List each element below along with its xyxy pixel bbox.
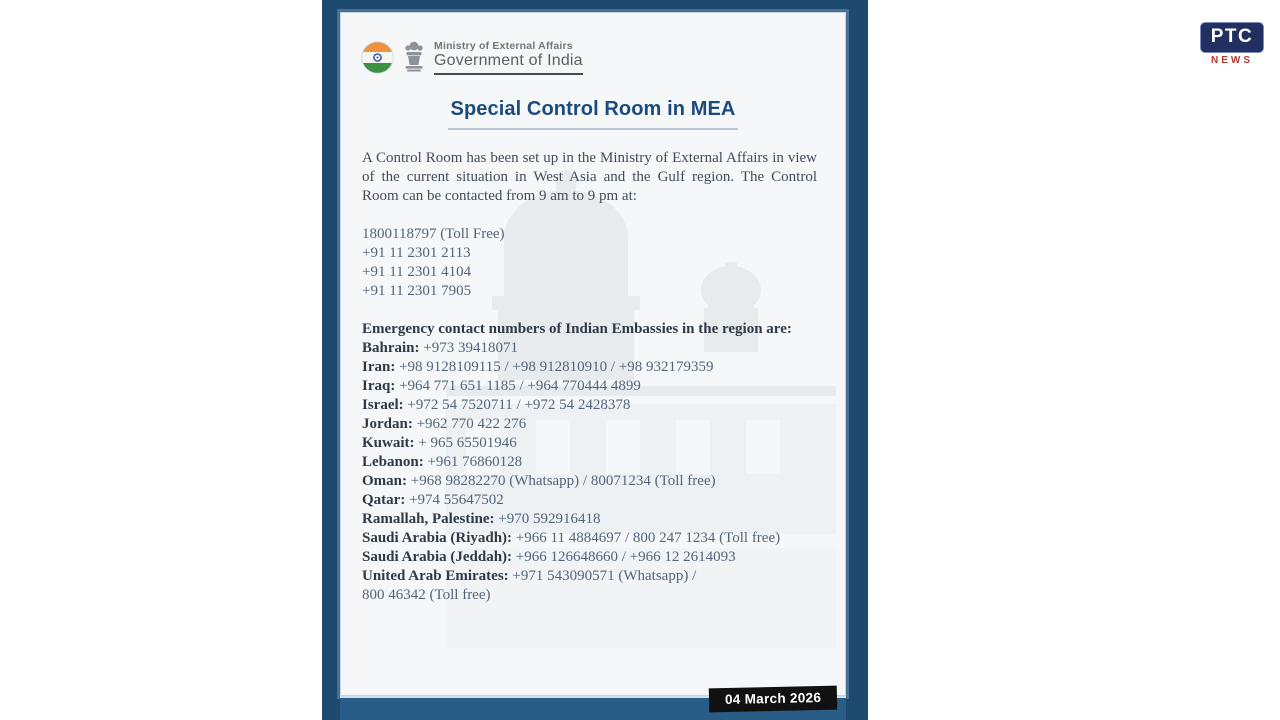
embassy-country: Bahrain: [362, 340, 420, 356]
embassy-numbers: + 965 65501946 [418, 435, 517, 451]
india-flag-icon [361, 41, 394, 74]
notice-content [362, 149, 817, 605]
embassy-country: United Arab Emirates: [362, 568, 509, 584]
embassy-numbers: +961 76860128 [427, 454, 523, 470]
embassy-numbers: +962 770 422 276 [416, 416, 527, 432]
national-emblem-icon [403, 39, 425, 75]
embassy-numbers: +973 39418071 [423, 340, 518, 356]
embassy-row [362, 529, 817, 548]
embassy-country: Lebanon: [362, 454, 424, 470]
embassy-numbers: +98 9128109115 / +98 912810910 / +98 932179359 [399, 359, 714, 375]
embassy-numbers: +972 54 7520711 / +972 54 2428378 [407, 397, 631, 413]
embassy-country: Ramallah, Palestine: [362, 511, 495, 527]
embassy-numbers: +964 771 651 1185 / +964 770444 4899 [399, 378, 641, 394]
phone-line: +91 11 2301 7905 [362, 283, 472, 299]
ptc-news-logo [1200, 22, 1264, 66]
embassy-country: Iraq: [362, 378, 396, 394]
embassy-row [362, 339, 817, 358]
ministry-label: Ministry of External Affairs [434, 39, 573, 52]
embassy-country: Iran: [362, 359, 396, 375]
embassy-row [362, 377, 817, 396]
title-block [341, 98, 845, 130]
embassy-country: Jordan: [362, 416, 413, 432]
gov-header [361, 39, 845, 75]
page-title: Special Control Room in MEA [450, 98, 736, 120]
embassy-country: Israel: [362, 397, 404, 413]
embassies-heading: Emergency contact numbers of Indian Embassies in the region are: [362, 321, 792, 337]
embassy-row [362, 472, 817, 491]
embassy-row [362, 548, 817, 567]
embassy-row [362, 491, 817, 510]
government-label: Government of India [434, 52, 583, 75]
embassy-numbers: +966 11 4884697 / 800 247 1234 (Toll free) [515, 530, 781, 546]
ptc-logo-news: NEWS [1211, 55, 1253, 66]
embassy-country: Saudi Arabia (Riyadh): [362, 530, 513, 546]
embassy-row [362, 358, 817, 377]
embassy-row [362, 415, 817, 434]
phone-line: +91 11 2301 2113 [362, 245, 471, 261]
embassy-numbers: +971 543090571 (Whatsapp) / 800 46342 (Toll free) [362, 568, 697, 603]
embassy-country: Qatar: [362, 492, 406, 508]
control-room-numbers [362, 225, 817, 301]
embassy-row [362, 567, 817, 605]
embassy-row [362, 453, 817, 472]
notice-poster [322, 0, 868, 720]
embassy-numbers: +968 98282270 (Whatsapp) / 80071234 (Toll free) [410, 473, 716, 489]
embassy-numbers: +966 126648660 / +966 12 2614093 [515, 549, 736, 565]
embassy-row [362, 434, 817, 453]
intro-paragraph: A Control Room has been set up in the Ministry of External Affairs in view of the current situation in West Asia and the Gulf region. The Control Room can be contacted from 9 am to 9 pm at: [362, 150, 817, 204]
embassy-row [362, 396, 817, 415]
embassy-country: Oman: [362, 473, 407, 489]
embassy-country: Saudi Arabia (Jeddah): [362, 549, 513, 565]
embassy-numbers: +970 592916418 [498, 511, 601, 527]
embassy-numbers: +974 55647502 [409, 492, 504, 508]
embassies-list [362, 339, 817, 605]
phone-line: +91 11 2301 4104 [362, 264, 472, 280]
title-underline [448, 128, 738, 130]
embassy-country: Kuwait: [362, 435, 415, 451]
notice-card [340, 12, 846, 696]
date-badge: 04 March 2026 [709, 686, 838, 713]
gov-text [434, 40, 583, 75]
ptc-logo-box: PTC [1200, 22, 1264, 53]
embassy-row [362, 510, 817, 529]
phone-line: 1800118797 (Toll Free) [362, 226, 505, 242]
